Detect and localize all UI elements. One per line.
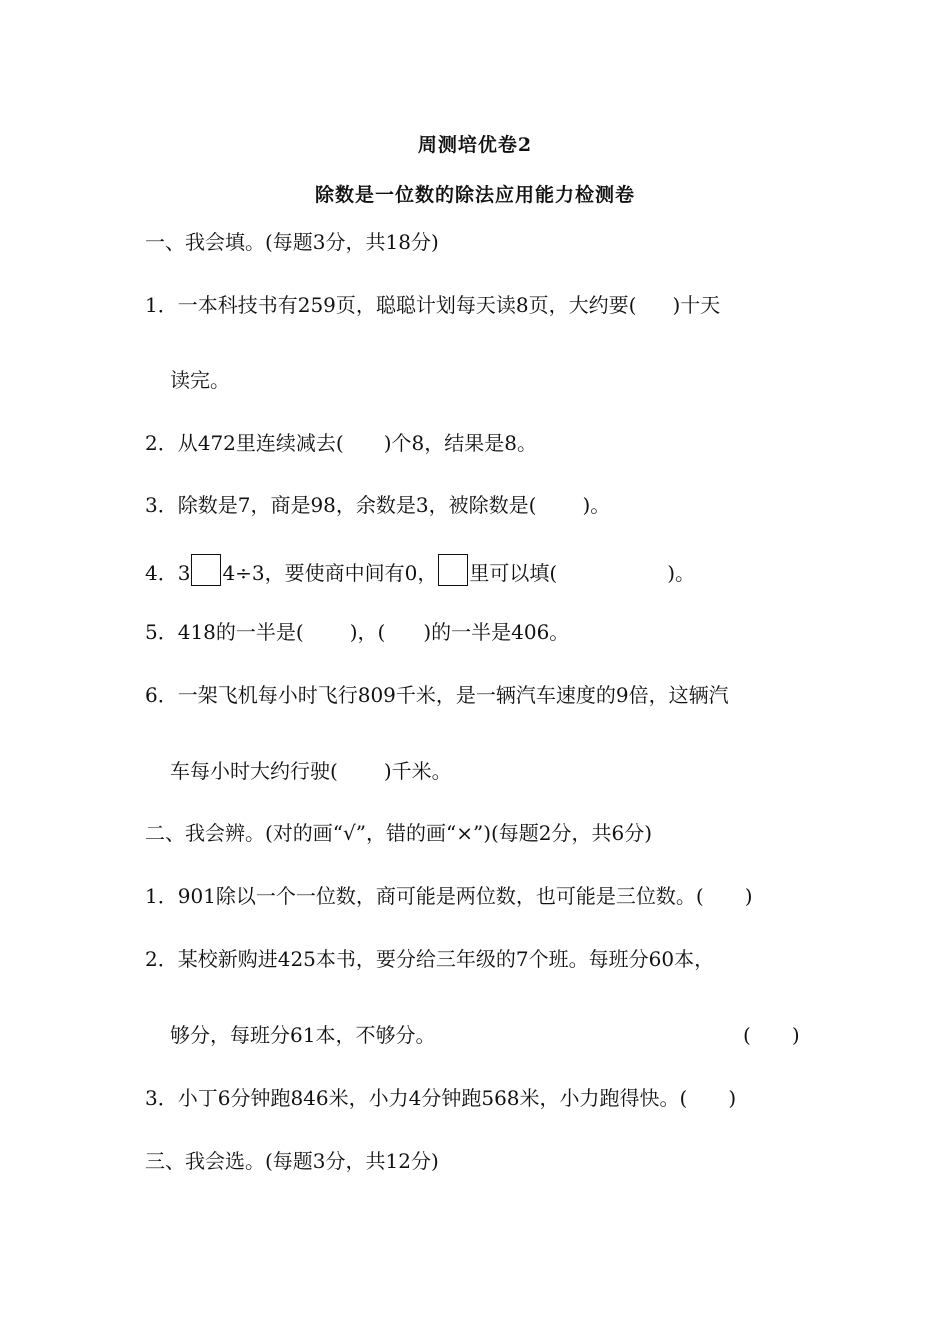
s1-q3-text-end: )。 [582, 493, 611, 517]
s1-q4-text-end: )。 [667, 561, 696, 585]
s1-question-6: 6．一架飞机每小时飞行809千米，是一辆汽车速度的9倍，这辆汽 [145, 683, 729, 707]
close-paren: ) [744, 884, 753, 908]
s1-question-2 [145, 429, 537, 457]
s1-q4-text: 4．3 [145, 561, 191, 585]
s1-q3-text: 3．除数是7，商是98，余数是3，被除数是( [145, 493, 537, 517]
s1-q5-text: 5．418的一半是( [145, 620, 304, 644]
s1-q2-text: 2．从472里连续减去( [145, 431, 344, 455]
s1-question-4 [145, 554, 695, 587]
s1-q4-text-mid: 4÷3，要使商中间有0， [222, 561, 438, 585]
s1-q5-text-mid: )，( [349, 620, 386, 644]
s2-question-2: 2．某校新购进425本书，要分给三年级的7个班。每班分60本， [145, 947, 715, 971]
s2-q1-text: 1．901除以一个一位数，商可能是两位数，也可能是三位数。( [145, 884, 704, 908]
section1-heading: 一、我会填。(每题3分，共18分) [145, 230, 439, 254]
s1-q1-text: 1．一本科技书有259页，聪聪计划每天读8页，大约要( [145, 293, 637, 317]
s1-q6-continuation [170, 757, 452, 785]
s1-q2-text-end: )个8，结果是8。 [383, 431, 537, 455]
s2-q3-text: 3．小丁6分钟跑846米，小力4分钟跑568米，小力跑得快。( [145, 1086, 688, 1110]
s2-q2-continuation: 够分，每班分61本，不够分。 [170, 1023, 436, 1047]
digit-box[interactable] [438, 554, 468, 586]
close-paren: ) [728, 1086, 737, 1110]
s1-question-1 [145, 291, 720, 319]
s1-q1-text-end: )十天 [672, 293, 721, 317]
s1-q4-text-fill: 里可以填( [469, 561, 558, 585]
worksheet-title: 周测培优卷2 [417, 134, 533, 156]
section3-heading: 三、我会选。(每题3分，共12分) [145, 1149, 439, 1173]
worksheet-subtitle: 除数是一位数的除法应用能力检测卷 [314, 184, 635, 206]
s2-q2-answer[interactable] [743, 1021, 800, 1049]
s1-question-3 [145, 491, 610, 519]
s1-q5-text-end: )的一半是406。 [423, 620, 570, 644]
s1-q1-continuation: 读完。 [170, 368, 230, 392]
open-paren: ( [743, 1023, 751, 1047]
s1-question-5 [145, 618, 569, 646]
digit-box[interactable] [191, 554, 221, 586]
s2-question-3 [145, 1084, 736, 1112]
s2-question-1 [145, 882, 753, 910]
close-paren: ) [791, 1023, 800, 1047]
s1-q6-text: 车每小时大约行驶( [170, 759, 338, 783]
s1-q6-text-end: )千米。 [383, 759, 452, 783]
section2-heading: 二、我会辨。(对的画“√”，错的画“×”)(每题2分，共6分) [145, 821, 653, 845]
